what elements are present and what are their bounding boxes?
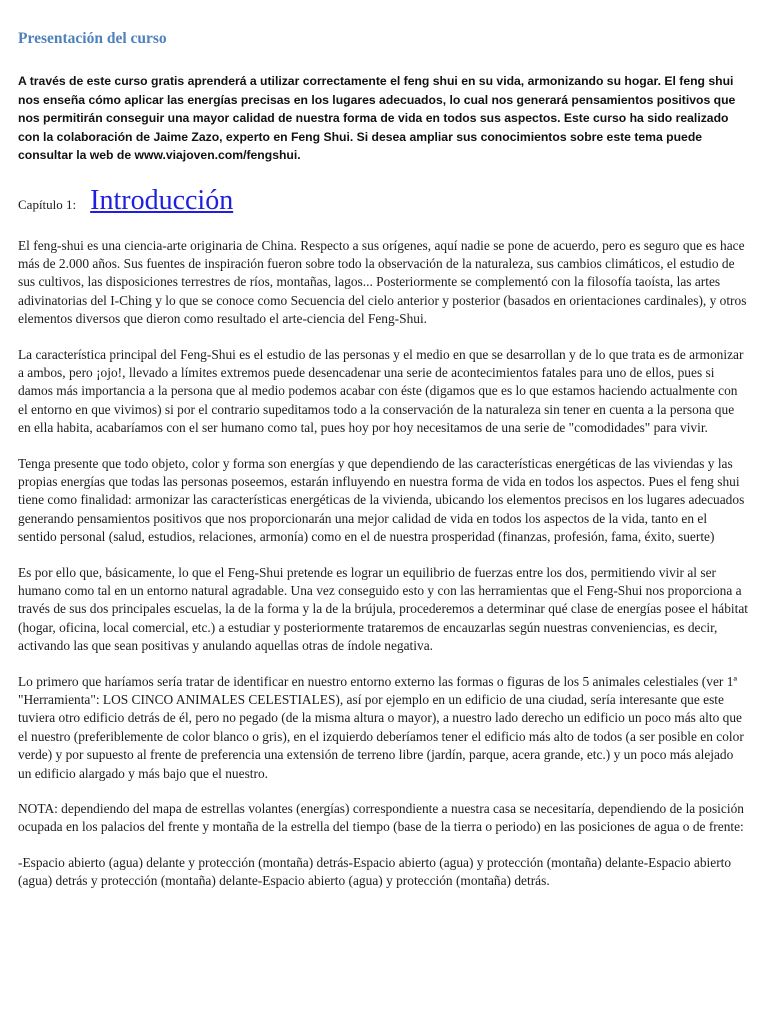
course-title: Presentación del curso [18, 30, 167, 47]
paragraph-origins: El feng-shui es una ciencia-arte originaria de China. Respecto a sus orígenes, aquí nadie se pone de acuerdo, pero es seguro que es hace más de 2.000 años. Sus fuentes de inspiración fueron sobre todo la observación de la naturaleza, sus cambios climáticos, el estudio de sus cultivos, las disposiciones terrestres de ríos, montañas, lagos... Posteriormente se complementó con la filosofía taoísta, las artes adivinatorias del I-Ching y lo que se conoce como Secuencia del cielo anterior y posterior (basados en orientaciones cardinales), y otros elementos diversos que dieron como resultado el arte-ciencia del Feng-Shui. [18, 237, 747, 327]
chapter-heading [18, 185, 748, 217]
paragraph-energies: Tenga presente que todo objeto, color y forma son energías y que dependiendo de las características energéticas de las viviendas y las propias energías que todas las personas poseemos, estarán influyendo en nuestra forma de vida en todos los aspectos. Pues el feng shui tiene como finalidad: armonizar las características energéticas de la vivienda, ubicando los elementos precisos en los lugares adecuados generando pensamientos positivos que nos proporcionarán una mejor calidad de vida en todos los aspectos de la vida, tanto en el sentido personal (salud, estudios, relaciones, armonía) como en el de nuestra prosperidad (finanzas, profesión, fama, éxito, suerte) [18, 455, 745, 545]
paragraph-celestial-animals: Lo primero que haríamos sería tratar de identificar en nuestro entorno externo las formas o figuras de los 5 animales celestiales (ver 1ª "Herramienta": LOS CINCO ANIMALES CELESTIALES), así por ejemplo en un edificio de una ciudad, sería interesante que este tuviera otro edificio detrás de él, pero no pegado (de la misma altura o mayor), a nuestro lado derecho un edificio un poco más alto que el nuestro (preferiblemente de color blanco o gris), en el izquierdo deberíamos tener el edificio más alto de todos (a ser posible en color verde) y por supuesto al frente de preferencia una extensión de terreno libre (jardín, parque, acera grande, etc.) y un poco más alejado un edificio alargado y más bajo que el nuestro. [18, 673, 744, 781]
course-intro: A través de este curso gratis aprenderá a utilizar correctamente el feng shui en su vida, armonizando su hogar. El feng shui nos enseña cómo aplicar las energías precisas en los lugares adecuados, lo cual nos generará pensamientos positivos que nos permitirán conseguir una mayor calidad de nuestra forma de vida en todos sus aspectos. Este curso ha sido realizado con la colaboración de Jaime Zazo, experto en Feng Shui. Si desea ampliar sus conocimientos sobre este tema puede consultar la web de www.viajoven.com/fengshui. [18, 74, 736, 162]
paragraph-main-feature: La característica principal del Feng-Shui es el estudio de las personas y el medio en que se desarrollan y de lo que trata es de armonizar a ambos, pero ¡ojo!, llevado a límites extremos puede desencadenar una serie de acontecimientos fatales para uno de ellos, pues si damos más importancia a la persona que al medio podemos acabar con éste (digamos que es lo que estamos haciendo actualmente con el entorno en que vivimos) si por el contrario supeditamos todo a la conservación de la naturaleza sin tener en cuenta a la persona que en ella habita, acabaríamos con el ser humano como tal, pues hoy por hoy necesitamos de una serie de "comodidades" para vivir. [18, 346, 744, 436]
paragraph-balance: Es por ello que, básicamente, lo que el Feng-Shui pretende es lograr un equilibrio de fuerzas entre los dos, permitiendo vivir al ser humano como tal en un entorno natural agradable. Una vez conseguido esto y con las herramientas que el Feng-Shui nos proporciona a través de sus dos principales escuelas, la de la forma y la de la brújula, procederemos a determinar qué clase de energías posee el hábitat (hogar, oficina, local comercial, etc.) a estudiar y posteriormente trataremos de encauzarlas según nuestras conveniencias, es decir, activando las que sean positivas y anulando aquellas otras de índole negativa. [18, 564, 748, 654]
paragraph-note: NOTA: dependiendo del mapa de estrellas volantes (energías) correspondiente a nuestra casa se necesitaría, dependiendo de la posición ocupada en los palacios del frente y montaña de la estrella del tiempo (base de la tierra o periodo) en las posiciones de agua o de frente: [18, 801, 744, 835]
paragraph-spaces: -Espacio abierto (agua) delante y protección (montaña) detrás-Espacio abierto (agua) y protección (montaña) delante-Espacio abierto (agua) detrás y protección (montaña) delante-Espacio abierto (agua) y protección (montaña) detrás. [18, 854, 732, 889]
chapter-label: Capítulo 1: [18, 196, 77, 212]
chapter-title-link[interactable]: Introducción [90, 184, 234, 216]
